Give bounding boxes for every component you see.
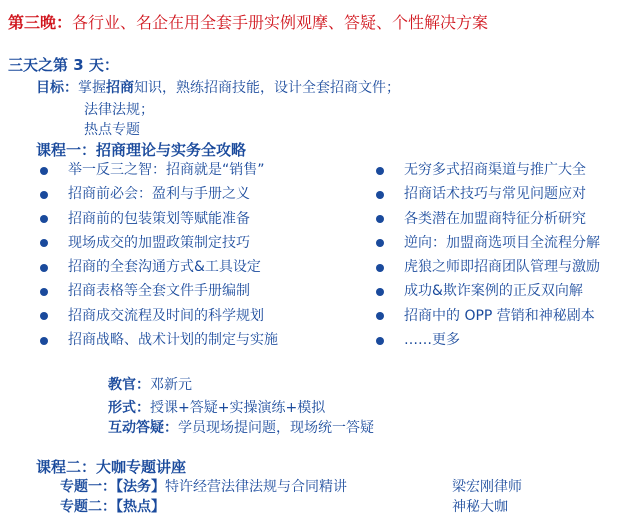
- topic-prefix: 专题二：: [60, 499, 116, 515]
- bullet-dot-icon: [40, 215, 48, 223]
- list-item: [376, 207, 600, 231]
- list-item-text: 虎狼之师即招商团队管理与激励: [404, 259, 600, 276]
- goals-line-2: 法律法规；: [84, 102, 154, 118]
- format-value: 授课+答疑+实操演练+模拟: [150, 400, 326, 416]
- topic-tag: 【热点】: [116, 499, 165, 515]
- bullet-dot-icon: [376, 167, 384, 175]
- bullet-dot-icon: [376, 191, 384, 199]
- topic-title: 特许经营法律法规与合同精讲: [165, 479, 347, 495]
- list-item-text: 无穷多式招商渠道与推广大全: [404, 162, 586, 178]
- night-text: 各行业、名企在用全套手册实例观摩、答疑、个性解决方案: [72, 13, 489, 32]
- teacher-value: 邓新元: [150, 377, 192, 393]
- topic-speaker: 梁宏刚律师: [452, 479, 522, 495]
- topic-row: [60, 476, 347, 496]
- teacher-row: [108, 374, 192, 394]
- topic-row: [60, 496, 165, 516]
- list-item-text: 逆向：加盟商选项目全流程分解: [404, 234, 600, 251]
- format-row: [108, 397, 325, 417]
- bullet-dot-icon: [40, 239, 48, 247]
- goals-line-1: [36, 77, 400, 97]
- list-item: [376, 304, 600, 328]
- bullet-dot-icon: [40, 288, 48, 296]
- list-item-text: 招商中的 OPP 营销和神秘剧本: [404, 307, 595, 324]
- bullet-dot-icon: [40, 312, 48, 320]
- list-item: [40, 207, 278, 231]
- list-item: [376, 158, 600, 182]
- bullet-dot-icon: [40, 167, 48, 175]
- list-item: [376, 328, 600, 352]
- day-heading: 三天之第 3 天：: [8, 56, 119, 74]
- list-item: [40, 304, 278, 328]
- teacher-label: 教官：: [108, 377, 150, 393]
- list-item-text: 招商成交流程及时间的科学规划: [68, 307, 264, 324]
- list-item-text: 举一反三之智：招商就是“销售”: [68, 162, 265, 178]
- bullet-dot-icon: [376, 264, 384, 272]
- list-item-text: 招商前必会：盈利与手册之义: [68, 186, 250, 203]
- goals-line1-post: 知识，熟练招商技能，设计全套招商文件；: [134, 80, 400, 96]
- list-item-text: 招商表格等全套文件手册编制: [68, 283, 250, 300]
- bullet-dot-icon: [376, 239, 384, 247]
- list-item: [40, 255, 278, 279]
- list-item-text: 招商前的包装策划等赋能准备: [68, 210, 250, 227]
- list-item: [376, 231, 600, 255]
- course1-right-list: [376, 158, 600, 352]
- bullet-dot-icon: [40, 191, 48, 199]
- qa-value: 学员现场提问题，现场统一答疑: [178, 420, 374, 436]
- list-item-text: 招商话术技巧与常见问题应对: [404, 186, 586, 203]
- goals-line1-emphasis: 招商: [106, 80, 134, 96]
- qa-label: 互动答疑：: [108, 420, 178, 436]
- bullet-dot-icon: [376, 288, 384, 296]
- list-item-text: 招商战略、战术计划的制定与实施: [68, 332, 278, 349]
- list-item-text: 成功&欺诈案例的正反双向解: [404, 283, 583, 300]
- goals-line-3: 热点专题: [84, 122, 140, 138]
- list-item: [376, 255, 600, 279]
- list-item: [40, 231, 278, 255]
- night-title: [8, 10, 488, 33]
- goals-line1-pre: 掌握: [78, 80, 106, 96]
- list-item: [376, 279, 600, 303]
- list-item: [40, 328, 278, 352]
- bullet-dot-icon: [40, 337, 48, 345]
- night-label: 第三晚：: [8, 13, 73, 32]
- list-item: [40, 182, 278, 206]
- course1-left-list: [40, 158, 278, 352]
- bullet-dot-icon: [376, 312, 384, 320]
- bullet-dot-icon: [376, 215, 384, 223]
- list-item-text: 现场成交的加盟政策制定技巧: [68, 234, 250, 251]
- course2-heading: 课程二：大咖专题讲座: [36, 458, 187, 476]
- format-label: 形式：: [108, 400, 150, 416]
- topic-tag: 【法务】: [116, 479, 165, 495]
- bullet-dot-icon: [40, 264, 48, 272]
- list-item-text: 招商的全套沟通方式&工具设定: [68, 259, 261, 276]
- list-item: [40, 279, 278, 303]
- list-item: [376, 182, 600, 206]
- goals-label: 目标：: [36, 80, 78, 96]
- bullet-dot-icon: [376, 337, 384, 345]
- list-item: [40, 158, 278, 182]
- topic-speaker: 神秘大咖: [452, 499, 508, 515]
- list-item-text: ……更多: [404, 332, 460, 349]
- list-item-text: 各类潜在加盟商特征分析研究: [404, 210, 586, 227]
- qa-row: [108, 417, 374, 437]
- topic-prefix: 专题一：: [60, 479, 116, 495]
- course1-heading: 课程一：招商理论与实务全攻略: [36, 141, 247, 159]
